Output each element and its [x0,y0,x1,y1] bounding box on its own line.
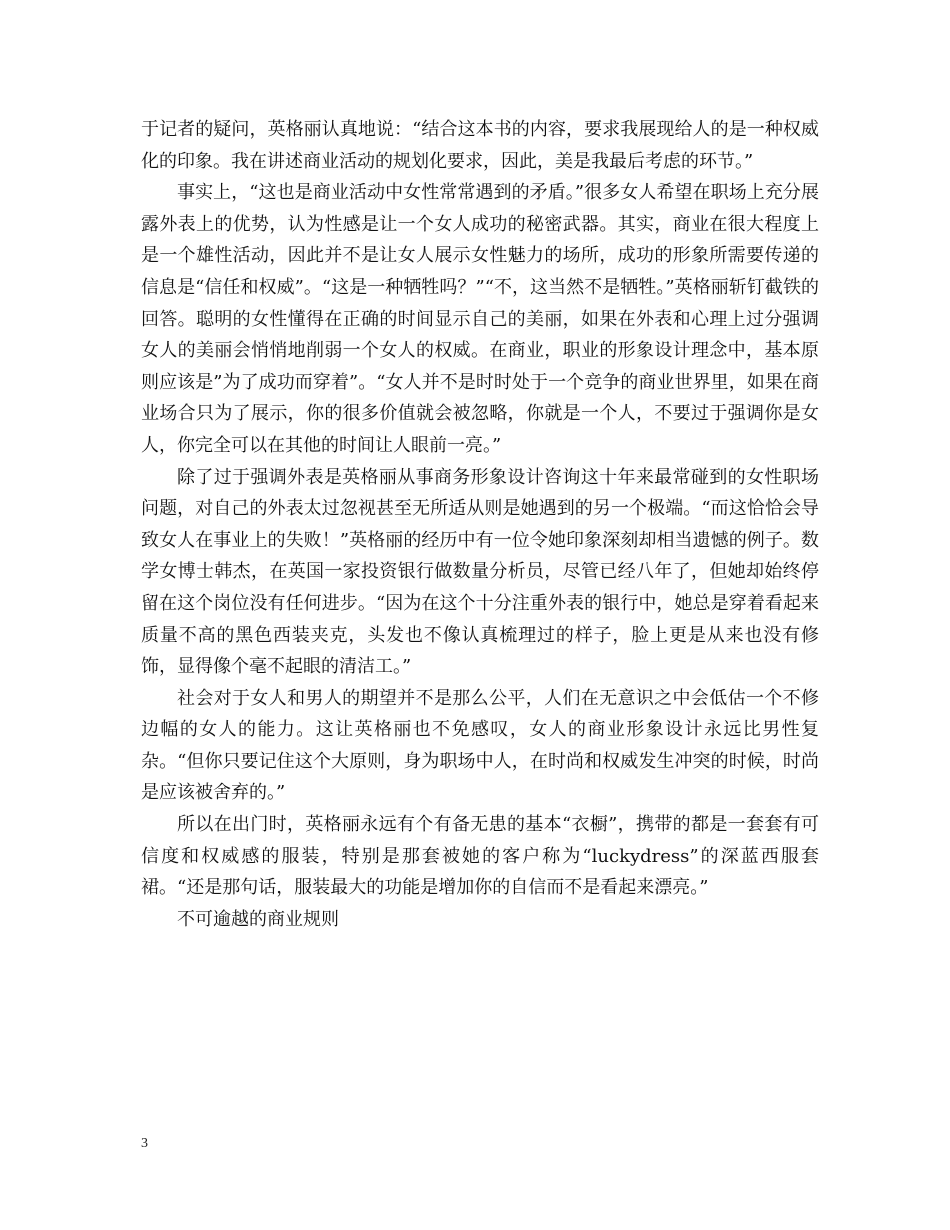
paragraph-5: 所以在出门时，英格丽永远有个有备无患的基本“衣橱”，携带的都是一套套有可信度和权威感的服装，特别是那套被她的客户称为“luckydress”的深蓝西服套裙。“还是那句话，服装最大的功能是增加你的自信而不是看起来漂亮。” [141,814,819,899]
paragraph-3: 除了过于强调外表是英格丽从事商务形象设计咨询这十年来最常碰到的女性职场问题，对自己的外表太过忽视甚至无所适从则是她遇到的另一个极端。“而这恰恰会导致女人在事业上的失败！”英格丽的经历中有一位令她印象深刻却相当遗憾的例子。数学女博士韩杰，在英国一家投资银行做数量分析员，尽管已经八年了，但她却始终停留在这个岗位没有任何进步。“因为在这个十分注重外表的银行中，她总是穿着看起来质量不高的黑色西装夹克，头发也不像认真梳理过的样子，脸上更是从来也没有修饰，显得像个毫不起眼的清洁工。” [141,466,819,678]
section-heading: 不可逾越的商业规则 [177,908,339,930]
page-number: 3 [141,1136,148,1151]
paragraph-2: 事实上，“这也是商业活动中女性常常遇到的矛盾。”很多女人希望在职场上充分展露外表上的优势，认为性感是让一个女人成功的秘密武器。其实，商业在很大程度上是一个雄性活动，因此并不是让女人展示女性魅力的场所，成功的形象所需要传递的信息是“信任和权威”。“这是一种牺牲吗？”“不，这当然不是牺牲。”英格丽斩钉截铁的回答。聪明的女性懂得在正确的时间显示自己的美丽，如果在外表和心理上过分强调女人的美丽会悄悄地削弱一个女人的权威。在商业，职业的形象设计理念中，基本原则应该是”为了成功而穿着”。“女人并不是时时处于一个竞争的商业世界里，如果在商业场合只为了展示，你的很多价值就会被忽略，你就是一个人，不要过于强调你是女人，你完全可以在其他的时间让人眼前一亮。” [141,182,819,456]
document-body [141,114,819,935]
paragraph-4: 社会对于女人和男人的期望并不是那么公平，人们在无意识之中会低估一个不修边幅的女人的能力。这让英格丽也不免感叹，女人的商业形象设计永远比男性复杂。“但你只要记住这个大原则，身为职场中人，在时尚和权威发生冲突的时候，时尚是应该被舍弃的。” [141,687,819,804]
paragraph-1: 于记者的疑问，英格丽认真地说：“结合这本书的内容，要求我展现给人的是一种权威化的印象。我在讲述商业活动的规划化要求，因此，美是我最后考虑的环节。” [141,119,819,172]
